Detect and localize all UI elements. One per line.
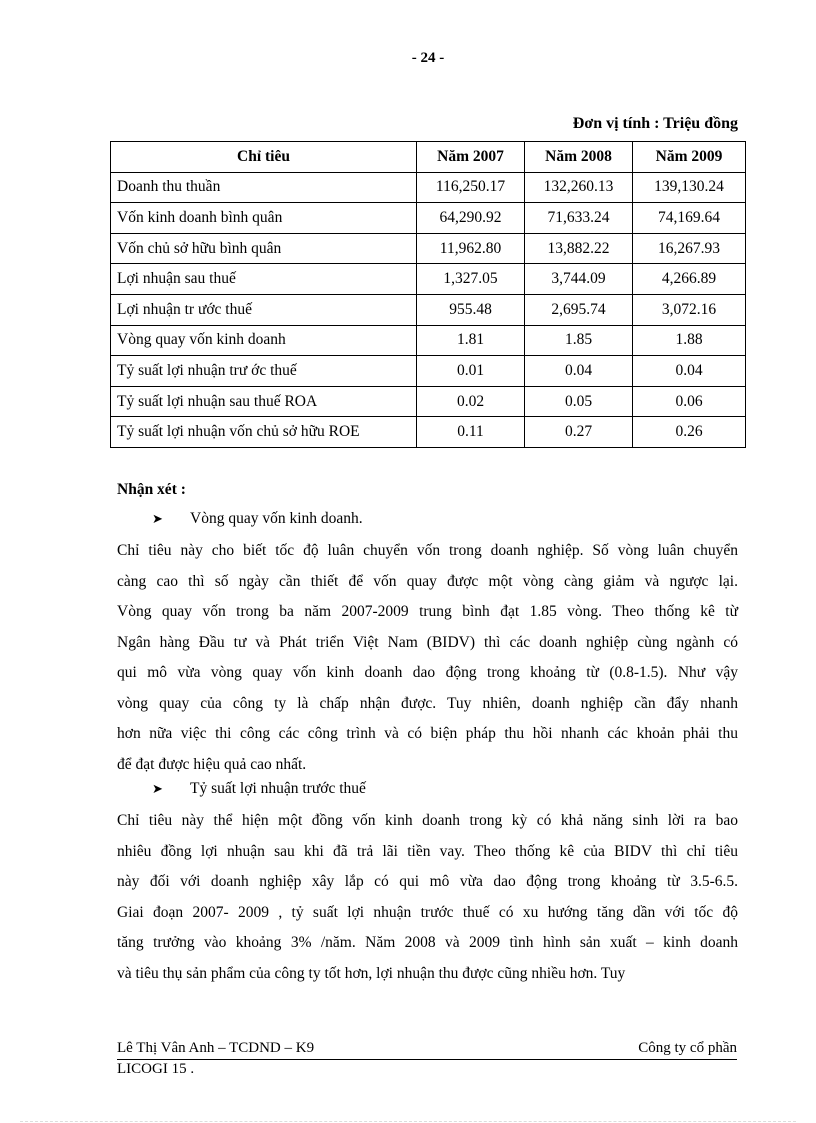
row-label: Vòng quay vốn kinh doanh (111, 325, 417, 356)
paragraph (117, 536, 738, 780)
comment-heading: Nhận xét : (117, 481, 186, 498)
cell-value: 1.81 (417, 325, 525, 356)
cell-value: 0.06 (633, 386, 746, 417)
cell-value: 0.04 (525, 356, 633, 387)
row-label: Lợi nhuận sau thuế (111, 264, 417, 295)
footer-author: Lê Thị Vân Anh – TCDND – K9 (117, 1040, 315, 1056)
paragraph-line: Giai đoạn 2007- 2009 , tỷ suất lợi nhuận trước thuế có xu hướng tăng dần với tốc độ (117, 903, 738, 921)
cell-value: 116,250.17 (417, 172, 525, 203)
table-row (111, 233, 746, 264)
cell-value: 955.48 (417, 294, 525, 325)
financial-table (110, 141, 746, 448)
table-header-row (111, 142, 746, 173)
paragraph-line: nhiêu đồng lợi nhuận sau khi đã trả lãi tiền vay. Theo thống kê của BIDV thì chỉ tiêu (117, 842, 738, 860)
divider (20, 1121, 796, 1122)
table-row (111, 417, 746, 448)
cell-value: 0.26 (633, 417, 746, 448)
paragraph-line: Chỉ tiêu này cho biết tốc độ luân chuyển vốn trong doanh nghiệp. Số vòng luân chuyển (117, 542, 738, 559)
column-header: Năm 2007 (417, 142, 525, 173)
row-label: Tỷ suất lợi nhuận sau thuế ROA (111, 386, 417, 417)
table-row (111, 294, 746, 325)
bullet-item (152, 780, 366, 798)
paragraph-line: Ngân hàng Đầu tư và Phát triển Việt Nam (BIDV) thì các doanh nghiệp cùng ngành có (117, 633, 738, 651)
cell-value: 16,267.93 (633, 233, 746, 264)
paragraph-line: qui mô vừa vòng quay vốn kinh doanh dao động trong khoảng từ (0.8-1.5). Như vậy (117, 664, 738, 681)
column-header: Năm 2009 (633, 142, 746, 173)
bullet-text: Vòng quay vốn kinh doanh. (190, 510, 363, 527)
row-label: Tỷ suất lợi nhuận vốn chủ sở hữu ROE (111, 417, 417, 448)
cell-value: 13,882.22 (525, 233, 633, 264)
cell-value: 0.02 (417, 386, 525, 417)
table-row (111, 325, 746, 356)
table-row (111, 386, 746, 417)
arrow-bullet-icon: ➤ (152, 781, 163, 796)
row-label: Lợi nhuận tr ước thuế (111, 294, 417, 325)
table-row (111, 264, 746, 295)
cell-value: 1.85 (525, 325, 633, 356)
cell-value: 0.27 (525, 417, 633, 448)
bullet-item (152, 510, 363, 528)
footer-company-cont: LICOGI 15 . (117, 1061, 195, 1077)
row-label: Tỷ suất lợi nhuận trư ớc thuế (111, 356, 417, 387)
cell-value: 3,744.09 (525, 264, 633, 295)
cell-value: 139,130.24 (633, 172, 746, 203)
column-header: Năm 2008 (525, 142, 633, 173)
paragraph-line: càng cao thì số ngày cần thiết để vốn quay được một vòng càng giảm và ngược lại. (117, 572, 738, 590)
footer-company: Công ty cổ phần (638, 1040, 737, 1056)
paragraph-line: và tiêu thụ sản phẩm của công ty tốt hơn, lợi nhuận thu được cũng nhiều hơn. Tuy (117, 964, 626, 982)
row-label: Doanh thu thuần (111, 172, 417, 203)
cell-value: 0.04 (633, 356, 746, 387)
column-header: Chỉ tiêu (111, 142, 417, 173)
cell-value: 0.11 (417, 417, 525, 448)
cell-value: 132,260.13 (525, 172, 633, 203)
cell-value: 2,695.74 (525, 294, 633, 325)
paragraph (117, 806, 738, 989)
paragraph-line: để đạt được hiệu quả cao nhất. (117, 755, 307, 773)
paragraph-line: Vòng quay vốn trong ba năm 2007-2009 trung bình đạt 1.85 vòng. Theo thống kê từ (117, 603, 738, 620)
paragraph-line: Chỉ tiêu này thể hiện một đồng vốn kinh doanh trong kỳ có khả năng sinh lời ra bao (117, 812, 738, 829)
table-row (111, 203, 746, 234)
cell-value: 71,633.24 (525, 203, 633, 234)
cell-value: 1,327.05 (417, 264, 525, 295)
row-label: Vốn kinh doanh bình quân (111, 203, 417, 234)
page-number: - 24 - (411, 50, 445, 66)
paragraph-line: này đối với doanh nghiệp xây lắp có qui mô vừa dao động trong khoảng từ 3.5-6.5. (117, 873, 738, 890)
row-label: Vốn chủ sở hữu bình quân (111, 233, 417, 264)
cell-value: 0.01 (417, 356, 525, 387)
cell-value: 1.88 (633, 325, 746, 356)
table-row (111, 172, 746, 203)
cell-value: 0.05 (525, 386, 633, 417)
cell-value: 11,962.80 (417, 233, 525, 264)
footer (117, 1040, 737, 1078)
table-row (111, 356, 746, 387)
unit-label: Đơn vị tính : Triệu đồng (572, 115, 738, 132)
cell-value: 64,290.92 (417, 203, 525, 234)
paragraph-line: tăng trưởng vào khoảng 3% /năm. Năm 2008 và 2009 tình hình sản xuất – kinh doanh (117, 934, 738, 951)
arrow-bullet-icon: ➤ (152, 511, 163, 526)
cell-value: 3,072.16 (633, 294, 746, 325)
paragraph-line: hơn nữa việc thi công các công trình và có biện pháp thu hồi nhanh các khoản phải thu (117, 725, 738, 742)
cell-value: 4,266.89 (633, 264, 746, 295)
paragraph-line: vòng quay của công ty là chấp nhận được. Tuy nhiên, doanh nghiệp cần đẩy nhanh (117, 694, 738, 712)
bullet-text: Tỷ suất lợi nhuận trước thuế (190, 780, 366, 797)
cell-value: 74,169.64 (633, 203, 746, 234)
